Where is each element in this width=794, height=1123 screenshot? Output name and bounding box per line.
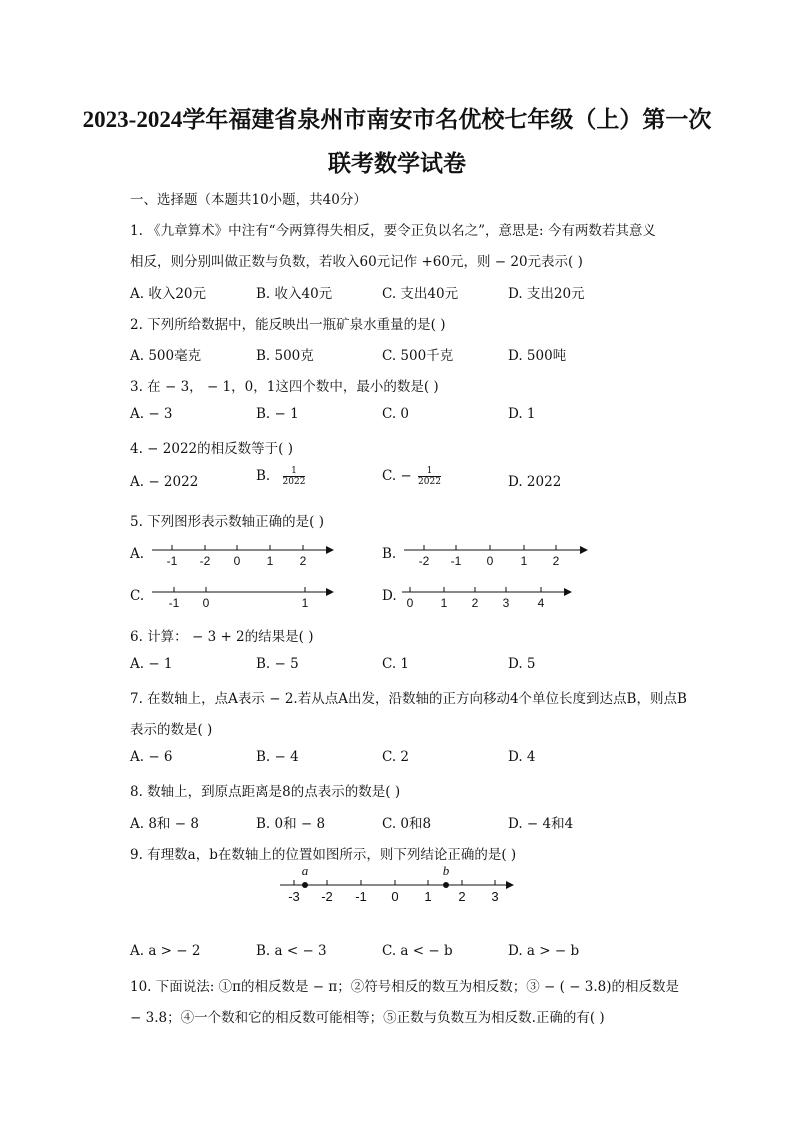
tick-label: 1 xyxy=(424,889,432,904)
q4-option-b xyxy=(256,466,305,487)
tick-label: 1 xyxy=(301,596,309,610)
tick-label: 0 xyxy=(486,554,494,568)
tick-label: 1 xyxy=(520,554,528,568)
q4-option-a: A. − 2022 xyxy=(130,474,199,490)
question-1-text-cont: 相反，则分别叫做正数与负数，若收入60元记作 +60元，则 − 20元表示( ) xyxy=(130,254,583,270)
question-7-text: 7. 在数轴上，点A表示 − 2.若从点A出发，沿数轴的正方向移动4个单位长度到达点B，则点B xyxy=(130,691,687,707)
q5-option-b-label: B. xyxy=(382,546,397,562)
q1-option-a: A. 收入20元 xyxy=(130,286,207,302)
q5-option-a-label: A. xyxy=(130,546,145,562)
q8-option-b: B. 0和 − 8 xyxy=(256,816,326,832)
q7-option-c: C. 2 xyxy=(382,749,410,765)
tick-label: 2 xyxy=(299,554,307,568)
q1-option-b: B. 收入40元 xyxy=(256,286,333,302)
q7-option-d: D. 4 xyxy=(508,749,536,765)
q4-option-d: D. 2022 xyxy=(508,474,562,490)
tick-label: -1 xyxy=(450,554,462,568)
q7-option-b: B. − 4 xyxy=(256,749,299,765)
question-10-text-cont: − 3.8；④一个数和它的相反数可能相等；⑤正数与负数互为相反数.正确的有( ) xyxy=(130,1010,605,1026)
q2-option-d: D. 500吨 xyxy=(508,348,567,364)
question-4-text: 4. − 2022的相反数等于( ) xyxy=(130,441,293,457)
q5-number-line-a xyxy=(148,540,338,570)
q4-option-b-fraction xyxy=(283,466,306,487)
tick-label: 2 xyxy=(552,554,560,568)
question-3-text: 3. 在 − 3， − 1，0，1这四个数中，最小的数是( ) xyxy=(130,379,439,395)
tick-label: 2 xyxy=(458,889,466,904)
q6-option-b: B. − 5 xyxy=(256,656,299,672)
q2-option-b: B. 500克 xyxy=(256,348,314,364)
point-b-label: b xyxy=(442,863,450,878)
q6-option-d: D. 5 xyxy=(508,656,536,672)
tick-label: 1 xyxy=(266,554,274,568)
question-10-text: 10. 下面说法: ①π的相反数是 − π；②符号相反的数互为相反数；③ − ( − 3.8)的相反数是 xyxy=(130,979,680,995)
tick-label: 4 xyxy=(537,596,545,610)
q8-option-c: C. 0和8 xyxy=(382,816,432,832)
exam-title-line1: 2023-2024学年福建省泉州市南安市名优校七年级（上）第一次 xyxy=(82,107,712,132)
question-8-text: 8. 数轴上，到原点距离是8的点表示的数是( ) xyxy=(130,784,401,800)
question-5-text: 5. 下列图形表示数轴正确的是( ) xyxy=(130,514,324,530)
q3-option-d: D. 1 xyxy=(508,406,536,422)
tick-label: 3 xyxy=(502,596,510,610)
q4-option-c-label: C. − xyxy=(382,468,412,484)
tick-label: 3 xyxy=(491,889,499,904)
q9-option-a: A. a > − 2 xyxy=(130,943,201,959)
q5-number-line-d xyxy=(398,582,578,612)
question-6-text: 6. 计算： − 3 + 2的结果是( ) xyxy=(130,629,314,645)
q7-option-a: A. − 6 xyxy=(130,749,173,765)
point-a-label: a xyxy=(301,863,309,878)
question-9-text: 9. 有理数a，b在数轴上的位置如图所示，则下列结论正确的是( ) xyxy=(130,847,517,863)
q4-option-b-label: B. xyxy=(256,468,271,484)
fraction-numerator: 1 xyxy=(418,466,441,477)
question-7-text-cont: 表示的数是( ) xyxy=(130,722,213,738)
q5-option-c-label: C. xyxy=(130,588,145,604)
q6-option-c: C. 1 xyxy=(382,656,410,672)
tick-label: 1 xyxy=(440,596,448,610)
tick-label: 0 xyxy=(391,889,399,904)
q3-option-c: C. 0 xyxy=(382,406,410,422)
tick-label: 2 xyxy=(471,596,479,610)
q9-option-c: C. a < − b xyxy=(382,943,453,959)
exam-title-line2: 联考数学试卷 xyxy=(328,151,466,176)
q8-option-a: A. 8和 − 8 xyxy=(130,816,199,832)
q2-option-a: A. 500毫克 xyxy=(130,348,202,364)
section-heading: 一、选择题（本题共10小题，共40分） xyxy=(130,192,367,208)
q2-option-c: C. 500千克 xyxy=(382,348,454,364)
q4-option-c xyxy=(382,466,441,487)
tick-label: 0 xyxy=(406,596,414,610)
q9-number-line xyxy=(276,860,520,908)
tick-label: -3 xyxy=(288,889,300,904)
fraction-denominator: 2022 xyxy=(282,477,306,487)
tick-label: -2 xyxy=(199,554,211,568)
q5-number-line-b xyxy=(400,540,592,570)
q6-option-a: A. − 1 xyxy=(130,656,173,672)
q1-option-d: D. 支出20元 xyxy=(508,286,585,302)
q3-option-a: A. − 3 xyxy=(130,406,173,422)
q9-option-b: B. a < − 3 xyxy=(256,943,327,959)
point-b-marker xyxy=(443,882,449,888)
tick-label: -2 xyxy=(321,889,333,904)
question-2-text: 2. 下列所给数据中，能反映出一瓶矿泉水重量的是( ) xyxy=(130,317,446,333)
tick-label: -1 xyxy=(166,554,178,568)
q5-option-d-label: D. xyxy=(382,588,397,604)
fraction-numerator: 1 xyxy=(283,466,306,477)
tick-label: -1 xyxy=(355,889,367,904)
tick-label: 0 xyxy=(233,554,241,568)
q4-option-c-fraction xyxy=(418,466,441,487)
tick-label: -1 xyxy=(168,596,180,610)
q3-option-b: B. − 1 xyxy=(256,406,299,422)
point-a-marker xyxy=(302,882,308,888)
fraction-denominator: 2022 xyxy=(418,477,441,487)
q8-option-d: D. − 4和4 xyxy=(508,816,574,832)
question-1-text: 1. 《九章算术》中注有“今两算得失相反，要令正负以名之”，意思是: 今有两数若其意义 xyxy=(130,223,656,239)
tick-label: -2 xyxy=(418,554,430,568)
q1-option-c: C. 支出40元 xyxy=(382,286,459,302)
q5-number-line-c xyxy=(148,582,338,612)
tick-label: 0 xyxy=(202,596,210,610)
q9-option-d: D. a > − b xyxy=(508,943,580,959)
